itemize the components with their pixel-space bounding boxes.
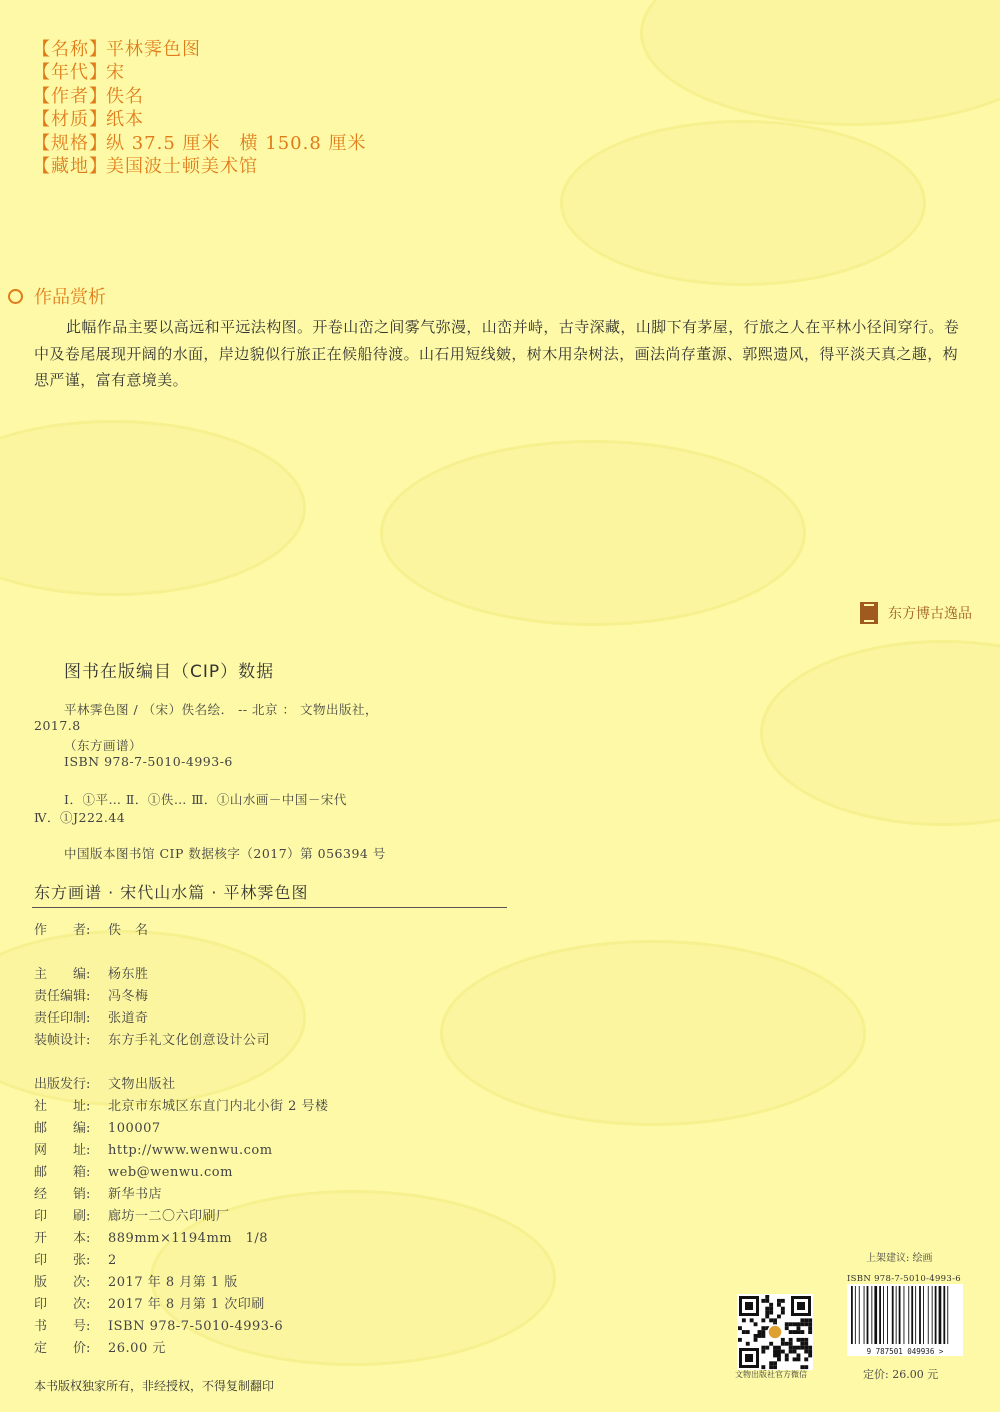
cloud-pattern [760, 640, 1000, 826]
info-row-size: 【规格】 纵 37.5 厘米 横 150.8 厘米 [32, 132, 367, 154]
cloud-pattern [640, 0, 1000, 126]
credit-row: 书 号: ISBN 978-7-5010-4993-6 [34, 1319, 284, 1334]
credit-row: 版 次: 2017 年 8 月第 1 版 [34, 1275, 238, 1290]
appreciation-text: 此幅作品主要以高远和平远法构图。开卷山峦之间雾气弥漫，山峦并峙，古寺深藏，山脚下有茅屋，行旅之人在平林小径间穿行。卷中及卷尾展现开阔的水面，岸边貌似行旅正在候船待渡。山石用短线皴，树木用杂树法，画法尚存董源、郭熙遗风，得平淡天真之趣，构思严谨，富有意境美。 [34, 318, 960, 389]
credit-row: 定 价: 26.00 元 [34, 1341, 166, 1356]
cip-line: （东方画谱） [64, 738, 143, 753]
credit-row: 装帧设计: 东方手礼文化创意设计公司 [34, 1033, 271, 1048]
cloud-pattern [560, 120, 926, 286]
price-label: 定价: 26.00 元 [863, 1368, 939, 1381]
credit-row: 网 址: http://www.wenwu.com [34, 1143, 273, 1158]
cip-line: ISBN 978-7-5010-4993-6 [64, 754, 233, 769]
series-title: 东方画谱 · 宋代山水篇 · 平林霁色图 [34, 883, 309, 902]
cip-title: 图书在版编目（CIP）数据 [64, 662, 275, 682]
barcode-digits: 9 787501 049936 > [866, 1347, 944, 1356]
credit-row: 社 址: 北京市东城区东直门内北小街 2 号楼 [34, 1099, 329, 1114]
credit-row: 经 销: 新华书店 [34, 1187, 163, 1202]
barcode-icon [847, 1284, 963, 1356]
shelf-suggestion: 上架建议: 绘画 [866, 1253, 933, 1264]
artwork-info [32, 38, 367, 178]
cloud-pattern [440, 940, 866, 1126]
cip-line: 2017.8 [34, 718, 81, 733]
credit-row: 邮 编: 100007 [34, 1121, 161, 1136]
credit-row: 责任印制: 张道奇 [34, 1011, 149, 1026]
qr-code-graphic [737, 1294, 813, 1370]
cloud-pattern [0, 420, 306, 596]
qr-caption: 文物出版社官方微信 [735, 1370, 807, 1379]
credit-row: 印 刷: 廊坊一二〇六印刷厂 [34, 1209, 230, 1224]
copyright-notice: 本书版权独家所有，非经授权，不得复制翻印 [34, 1379, 275, 1393]
credit-row: 印 次: 2017 年 8 月第 1 次印刷 [34, 1297, 265, 1312]
seal-icon [860, 602, 878, 624]
credit-row: 主 编: 杨东胜 [34, 967, 149, 982]
brand-mark [860, 602, 972, 624]
cip-line: 平林霁色图 / （宋）佚名绘． -- 北京 ： 文物出版社， [64, 702, 378, 717]
info-row-collection: 【藏地】 美国波士顿美术馆 [32, 156, 258, 178]
qr-code-icon[interactable] [737, 1294, 813, 1370]
isbn-barcode-label: ISBN 978-7-5010-4993-6 [847, 1274, 961, 1284]
credit-row: 作 者: 佚 名 [34, 923, 149, 938]
info-row-name: 【名称】 平林霁色图 [32, 39, 201, 60]
brand-name: 东方博古逸品 [888, 606, 972, 622]
appreciation-title: 作品赏析 [34, 287, 106, 308]
barcode-graphic [847, 1284, 963, 1356]
credit-row: 开 本: 889mm×1194mm 1/8 [34, 1231, 269, 1246]
cloud-pattern [380, 440, 806, 626]
appreciation-heading [8, 283, 106, 309]
cip-line: Ⅰ．①平… Ⅱ．①佚… Ⅲ．①山水画－中国－宋代 [64, 792, 347, 807]
cip-line: Ⅳ．①J222.44 [34, 810, 126, 825]
cip-line: 中国版本图书馆 CIP 数据核字（2017）第 056394 号 [64, 846, 386, 861]
info-row-material: 【材质】 纸本 [32, 109, 144, 131]
credit-row: 出版发行: 文物出版社 [34, 1077, 176, 1092]
info-row-author: 【作者】 佚名 [32, 85, 144, 107]
divider [32, 907, 507, 908]
credit-row: 印 张: 2 [34, 1253, 117, 1268]
credit-row: 责任编辑: 冯冬梅 [34, 989, 149, 1004]
credit-row: 邮 箱: web@wenwu.com [34, 1165, 233, 1180]
info-row-era: 【年代】 宋 [32, 62, 125, 84]
circle-bullet-icon [8, 289, 23, 304]
